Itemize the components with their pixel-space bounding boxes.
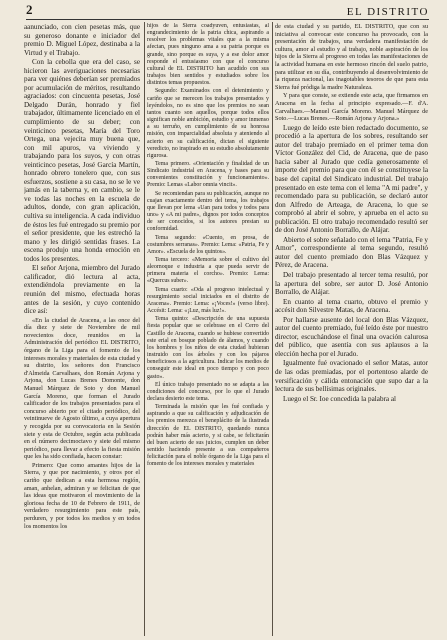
page-number: 2 [26,2,33,17]
paragraph: Tema primero. «Orientación y finalidad de un Sindicato industrial en Aracena, y bases para su convenientes constitución y funcionamiento». Premio: Lemas «Labor omnia vincit». [147,160,269,189]
paragraph: aanunciado, con cien pesetas más, que su generoso donante e iniciador del premio D. Miguel López, destinaba a la Virtud y el Trabajo. [24,23,140,57]
paragraph: Y para que conste, se extiende este acta, que firmamos en Aracena en la fecha al principio expresado.—F. d'A. Carvalhaes.—Manuel García Moreno. Manuel Márquez de Soto.—Lucas Brenes.—Román Arjona y Arjona.» [275,92,428,123]
paragraph: Tema quinto: «Descripción de una supuesta fiesta popular que se celebrase en el Cerro del Castillo de Aracena, cuando se hubiese convertido este erial en bosque poblado de álamos, y cuando los hombres y los niños de esta ciudad hubieran instruido con los árboles y con los pájaros beneficiosos a la agricultura. Indicar los medios de conseguir este ideal en poco tiempo y con poco gasto». [147,316,269,380]
paragraph: hijos de la Sierra coadyuven, entusiastas, al engrandecimiento de la patria chica, aspirando a resolver los problemas vitales que a la misma afectan, pues ninguno ama a su patria porque es grande, sino porque es suya, y a ese dolor amor responde el entusiasmo con que el concurso cultural de EL DISTRITO han acudido con sus trabajos bien sentidos y estudiados sobre los distintos temas propuestos. [147,23,269,87]
paragraph: El único trabajo presentado no se adapta a las condiciones del concurso, por lo que el Jurado declara desierto este tema. [147,381,269,402]
paragraph: En cuanto al tema cuarto, obtuvo el premio y accésit don Silvestre Matas, de Aracena. [275,297,428,315]
paragraph: Terminada la misión que les fué confiada y aspirando a que su calificación y adjudicación de los premios merezca el beneplácito de la ilustrada dirección de EL DISTRITO, quedando nunca podrán haber más acierto, y si cabe, se felicitarán del buen acierto de sus juicios, cumplen un deber sentido haciendo presente a sus compañeros felicitación para el noble órgano de la Liga para el fomento de los intereses morales y materiales [147,404,269,468]
paragraph: Tema segundo: «Cuento, en prosa, de costumbres serranas». Premio: Lema: «Patria, Fe y Amor». «Escuela de los quintos». [147,234,269,255]
paragraph: Primero: Que como amantes hijos de la Sierra, y que por nacimiento, y otros por el cariño que dedican a esta hermosa región, aman, anhelan, admiran y se felicitan de que las ideas que motivaron el movimiento de la gloriosa fecha de 10 de Febrero de 1911, de verdadero resurgimiento para este país, perduren, y por todos los medios y en todos los momentos los [24,461,140,530]
column-divider [272,22,273,636]
paragraph: Segundo: Examinados con el detenimiento y cariño que se merecen los trabajos presentados y leyéndolos, no es sino que los premios no sean tantos cuanto son aquellos, porque todos ellos significan noble ambición, estudio y amor inmenso a su terruño, en cumplimiento de su honrosa misión, con imparcialidad absoluta y ateniendo al acierto en su calificación, dictan el siguiente veredicto, no inspirado en su estudio absolutamente rigurosa. [147,88,269,159]
paragraph: Igualmente fué ovacionado el señor Matas, autor de las odas premiadas, por el portentoso alarde de versificación y cálida entonación que supo dar a la lectura de sus bellísimas originales. [275,359,428,394]
paragraph: Por hallarse ausente del local don Blas Vázquez, autor del cuento premiado, fué leído éste por nuestro director, escuchándose el final una ovación calurosa del público, que asentía con sus aplausos a la elección hecha por el Jurado. [275,315,428,358]
paragraph: «En la ciudad de Aracena, a las once del día diez y siete de Noviembre de mil novecientos doce, reunidos en la Administración del periódico EL DISTRITO, órgano de la Liga para el fomento de los intereses morales y materiales de esta ciudad y su distrito, los señores don Francisco d'Almeida Carvalhaes, don Román Arjona y Arjona, don Lucas Brenes Domonte, don Manuel Márquez de Soto y don Manuel García Moreno, que forman el Jurado calificador de los trabajos presentados para el concurso abierto por el citado periódico, del veintinueve de Agosto último, a cuya apertura y recogida por su convocatoria en la Sesión siete y esta de Octubre, según acta publicada en el número decimoctavo y siete del mismo periódico, para llevar a efecto la fiesta misión que les ha sido confiada, hacen constar: [24,316,140,461]
text-column-1 [24,23,140,640]
paragraph: Luego de leído este bien redactado documento, se procedió a la apertura de los sobres, resultando ser autor del trabajo premiado en el primer tema don Víctor González del Cid, de Aracena, que de paso hacia saber al Jurado que cedía generosamente el importe del premio para que con él se constituyese la base del capital del Sindicato industrial. Del trabajo presentado en este tema con el lema "A mi padre", y recomendado para su publicación, se declaró autor don Alfredo de Arteaga, de Aracena, lo que se comprobó al abrir el sobre, y aprueba en el acto su publicación. El otro trabajo recomendado resultó ser de don José Antonio Borrallo, de Alájar. [275,123,428,235]
paragraph: El señor Arjona, miembro del Jurado calificador, dió lectura al acta, extendiéndola previamente en la reunión del mismo, efectuada horas antes de la sesión, y cuyo contenido dice así: [24,264,140,316]
text-column-3 [275,23,428,640]
column-divider [144,22,145,636]
paragraph: Tema cuarto: «Oda al progreso intelectual y resurgimiento social iniciados en el distrito de Aracena». Premio: Lema: «¡Voces!» (verso libre). Accésit: Lema: «¡Luz, más luz!». [147,286,269,315]
text-column-2 [147,23,269,640]
paragraph: Tema tercero: «Memoria sobre el cultivo del aleornoque e industria a que pueda servir de primera materia el corcho». Premio: Lema: «Quercus suber». [147,257,269,285]
paragraph: Se recomiendan para su publicación, aunque no cuajan exactamente dentro del tema, los trabajos que llevan por lema «Uan para todos y todos para uno» y «A mi padre», dignos por todos conceptos de ser conocidos, si los autores prestan su conformidad. [147,190,269,233]
newspaper-title: EL DISTRITO [346,6,429,18]
paragraph: Abierto el sobre señalado con el lema "Patria, Fe y Amor", correspondiente al tema segundo, resultó autor del cuento premiado don Blas Vázquez y Pérez, de Aracena. [275,235,428,270]
paragraph: Con la cebolla que era del caso, se hicieron las averiguaciones necesarias para ver quiénes deberían ser premiados por acumulación de méritos, resultando agraciados: con cincuenta pesetas, José Delgado Durán, honrado y fiel trabajador, últimamente licenciado en el cumplimiento de su deber; con veinticinco pesetas, María del Toro Ortega, una vejecita muy buena que, con mil apuros, va viviendo y trabajando para los suyos, y con otras veinticinco pesetas, José García Martín, honrado obrero tonelero que, con sus esfuerzos, sostiene a su casa, no se le ve jamás en la taberna y, en cambio, se le ve todas las noches en la escuela de adultos, donde, con gran aplicación, cultiva su inteligencia. A cada individuo de éstos les fué entregado su premio por el señor presidente, que les estrechó la mano y les dirigió sentidas frases. La escena produjo una honda emoción en todos los presentes. [24,58,140,263]
paragraph: Luego el Sr. Ioe concedida la palabra al [283,394,397,403]
paragraph: Del trabajo presentado al tercer tema resultó, por la apertura del sobre, ser autor D. José Antonio Borrallo, de Alájar. [275,271,428,297]
paragraph: de esta ciudad y su partido, EL DISTRITO, que con su iniciativa al convocar este concurso ha provocado, con la presentación de trabajos, una verdadera manifestación de cultura, amor al estudio y al trabajo, noble aspiración de los hijos de la Sierra al progreso en todas las manifestaciones de la actividad humana en este hermoso rincón del suelo patrio, para utilizar en su día, contribuyendo al desenvolvimiento de la riqueza nacional, las inagotables tesoros de que para esta Sierra fué pródiga la madre Naturaleza. [275,23,428,91]
page-header [26,2,429,20]
